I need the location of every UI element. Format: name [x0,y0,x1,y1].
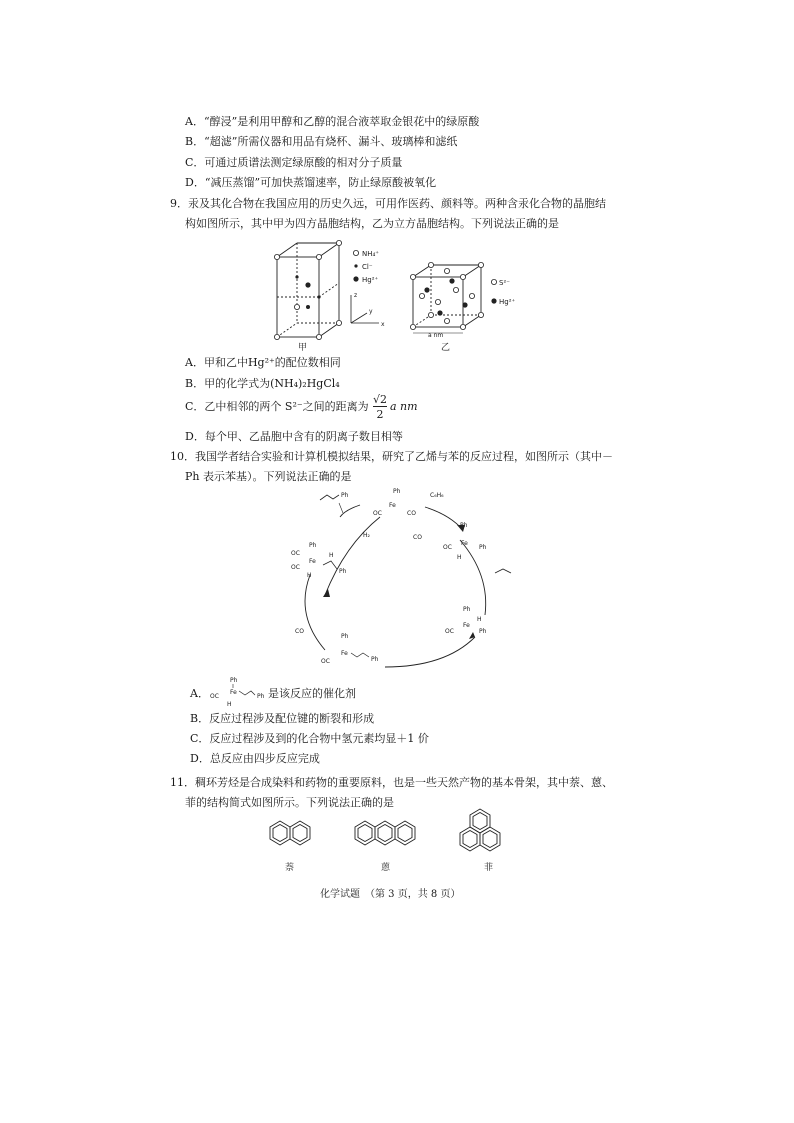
left-h2: H [307,572,312,579]
lr-h: H [477,616,482,623]
bottom-oc: OC [321,658,330,665]
q8-option-b: B．“超滤”所需仪器和用品有烧杯、漏斗、玻璃棒和滤纸 [185,135,458,148]
caption-jia: 甲 [298,343,308,353]
q8-option-d: D．“减压蒸馏”可加快蒸馏速率，防止绿原酸被氧化 [185,176,437,189]
left-h1: H [329,552,334,559]
right-fe: Fe [461,540,468,547]
q9-option-a: A．甲和乙中Hg²⁺的配位数相同 [185,356,341,369]
bottom-fe: Fe [341,650,348,657]
co-out: CO [413,534,422,541]
q9-option-c-unit: a nm [390,400,418,413]
bottom-ph2: Ph [371,656,379,663]
axis-y: y [369,308,373,315]
bottom-ph: Ph [341,633,349,640]
top-oc: OC [373,510,382,517]
q11-structures-figure [260,815,550,875]
q10-option-a-text: 是该反应的催化剂 [268,687,356,700]
q8-option-a: A．“醇浸”是利用甲醇和乙醇的混合液萃取金银花中的绿原酸 [185,115,480,128]
opt-a-fe: Fe [230,689,237,696]
q10-option-a-label: A． [190,687,209,700]
lr-fe: Fe [463,622,470,629]
legend-cl: Cl⁻ [362,263,373,271]
opt-a-ph2: Ph [257,693,265,700]
q8-option-c: C．可通过质谱法测定绿原酸的相对分子质量 [185,156,403,169]
lr-ph: Ph [463,606,471,613]
co-in: CO [295,628,304,635]
q10-option-a-structure [205,676,265,708]
q11-stem-line2: 菲的结构简式如图所示。下列说法正确的是 [185,796,394,809]
left-fe: Fe [309,558,316,565]
legend-hg-jia: Hg²⁺ [362,276,379,284]
right-h: H [457,554,462,561]
q10-stem-line1: 10．我国学者结合实验和计算机模拟结果，研究了乙烯与苯的反应过程，如图所示（其中－ [170,450,613,463]
q11-stem-line1: 11．稠环芳烃是合成染料和药物的重要原料，也是一些天然产物的基本骨架，其中萘、蒽、 [170,776,613,789]
name-naphthalene: 萘 [285,863,295,873]
legend-hg-yi: Hg²⁺ [499,298,516,306]
left-ph: Ph [309,542,317,549]
top-ph: Ph [393,488,401,495]
page-footer: 化学试题 （第 3 页，共 8 页） [320,889,461,900]
top-co: CO [407,510,416,517]
caption-yi: 乙 [441,343,451,353]
q9-option-c: C．乙中相邻的两个 S²⁻之间的距离为 [185,400,369,413]
name-phenanthrene: 菲 [484,863,494,873]
name-anthracene: 蒽 [381,863,391,873]
left-oc1: OC [291,550,300,557]
q9-option-c-fraction-numerator: √2 [373,393,388,406]
right-oc: OC [443,544,452,551]
q9-stem-line2: 构如图所示，其中甲为四方晶胞结构，乙为立方晶胞结构。下列说法正确的是 [185,217,559,230]
right-ph2: Ph [479,544,487,551]
q10-stem-line2: Ph 表示苯基）。下列说法正确的是 [185,470,352,483]
q9-option-c-fraction-denominator: 2 [376,408,384,421]
top-fe: Fe [389,502,396,509]
opt-a-oc: OC [210,693,219,700]
q9-crystal-figure [265,235,565,355]
axis-z: z [354,292,358,299]
q10-catalytic-cycle-figure [285,485,545,675]
fraction-bar [373,406,387,407]
q10-option-c: C．反应过程涉及到的化合物中氢元素均显＋1 价 [190,732,429,745]
left-oc2: OC [291,564,300,571]
q10-option-b: B．反应过程涉及配位键的断裂和形成 [190,712,375,725]
legend-s: S²⁻ [499,279,510,287]
legend-nh4: NH₄⁺ [362,250,380,258]
opt-a-h: H [227,701,232,708]
label-a-nm: a nm [428,332,444,339]
q9-option-d: D．每个甲、乙晶胞中含有的阴离子数目相等 [185,430,403,443]
q9-option-b: B．甲的化学式为(NH₄)₂HgCl₄ [185,377,340,390]
opt-a-ph: Ph [230,677,238,684]
styrene-ph: Ph [341,492,349,499]
axis-x: x [381,321,385,328]
q10-option-d: D．总反应由四步反应完成 [190,752,320,765]
anthracene-structure [355,821,415,845]
naphthalene-structure [270,821,310,845]
phenanthrene-structure [460,809,500,851]
left-ph2: Ph [339,568,347,575]
h2-out: H₂ [363,532,370,539]
lr-oc: OC [445,628,454,635]
lr-ph2: Ph [479,628,487,635]
benzene-in: C₆H₆ [430,492,444,499]
right-ph: Ph [460,522,468,529]
q9-stem-line1: 9．汞及其化合物在我国应用的历史久远，可用作医药、颜料等。两种含汞化合物的晶胞结 [170,197,606,210]
